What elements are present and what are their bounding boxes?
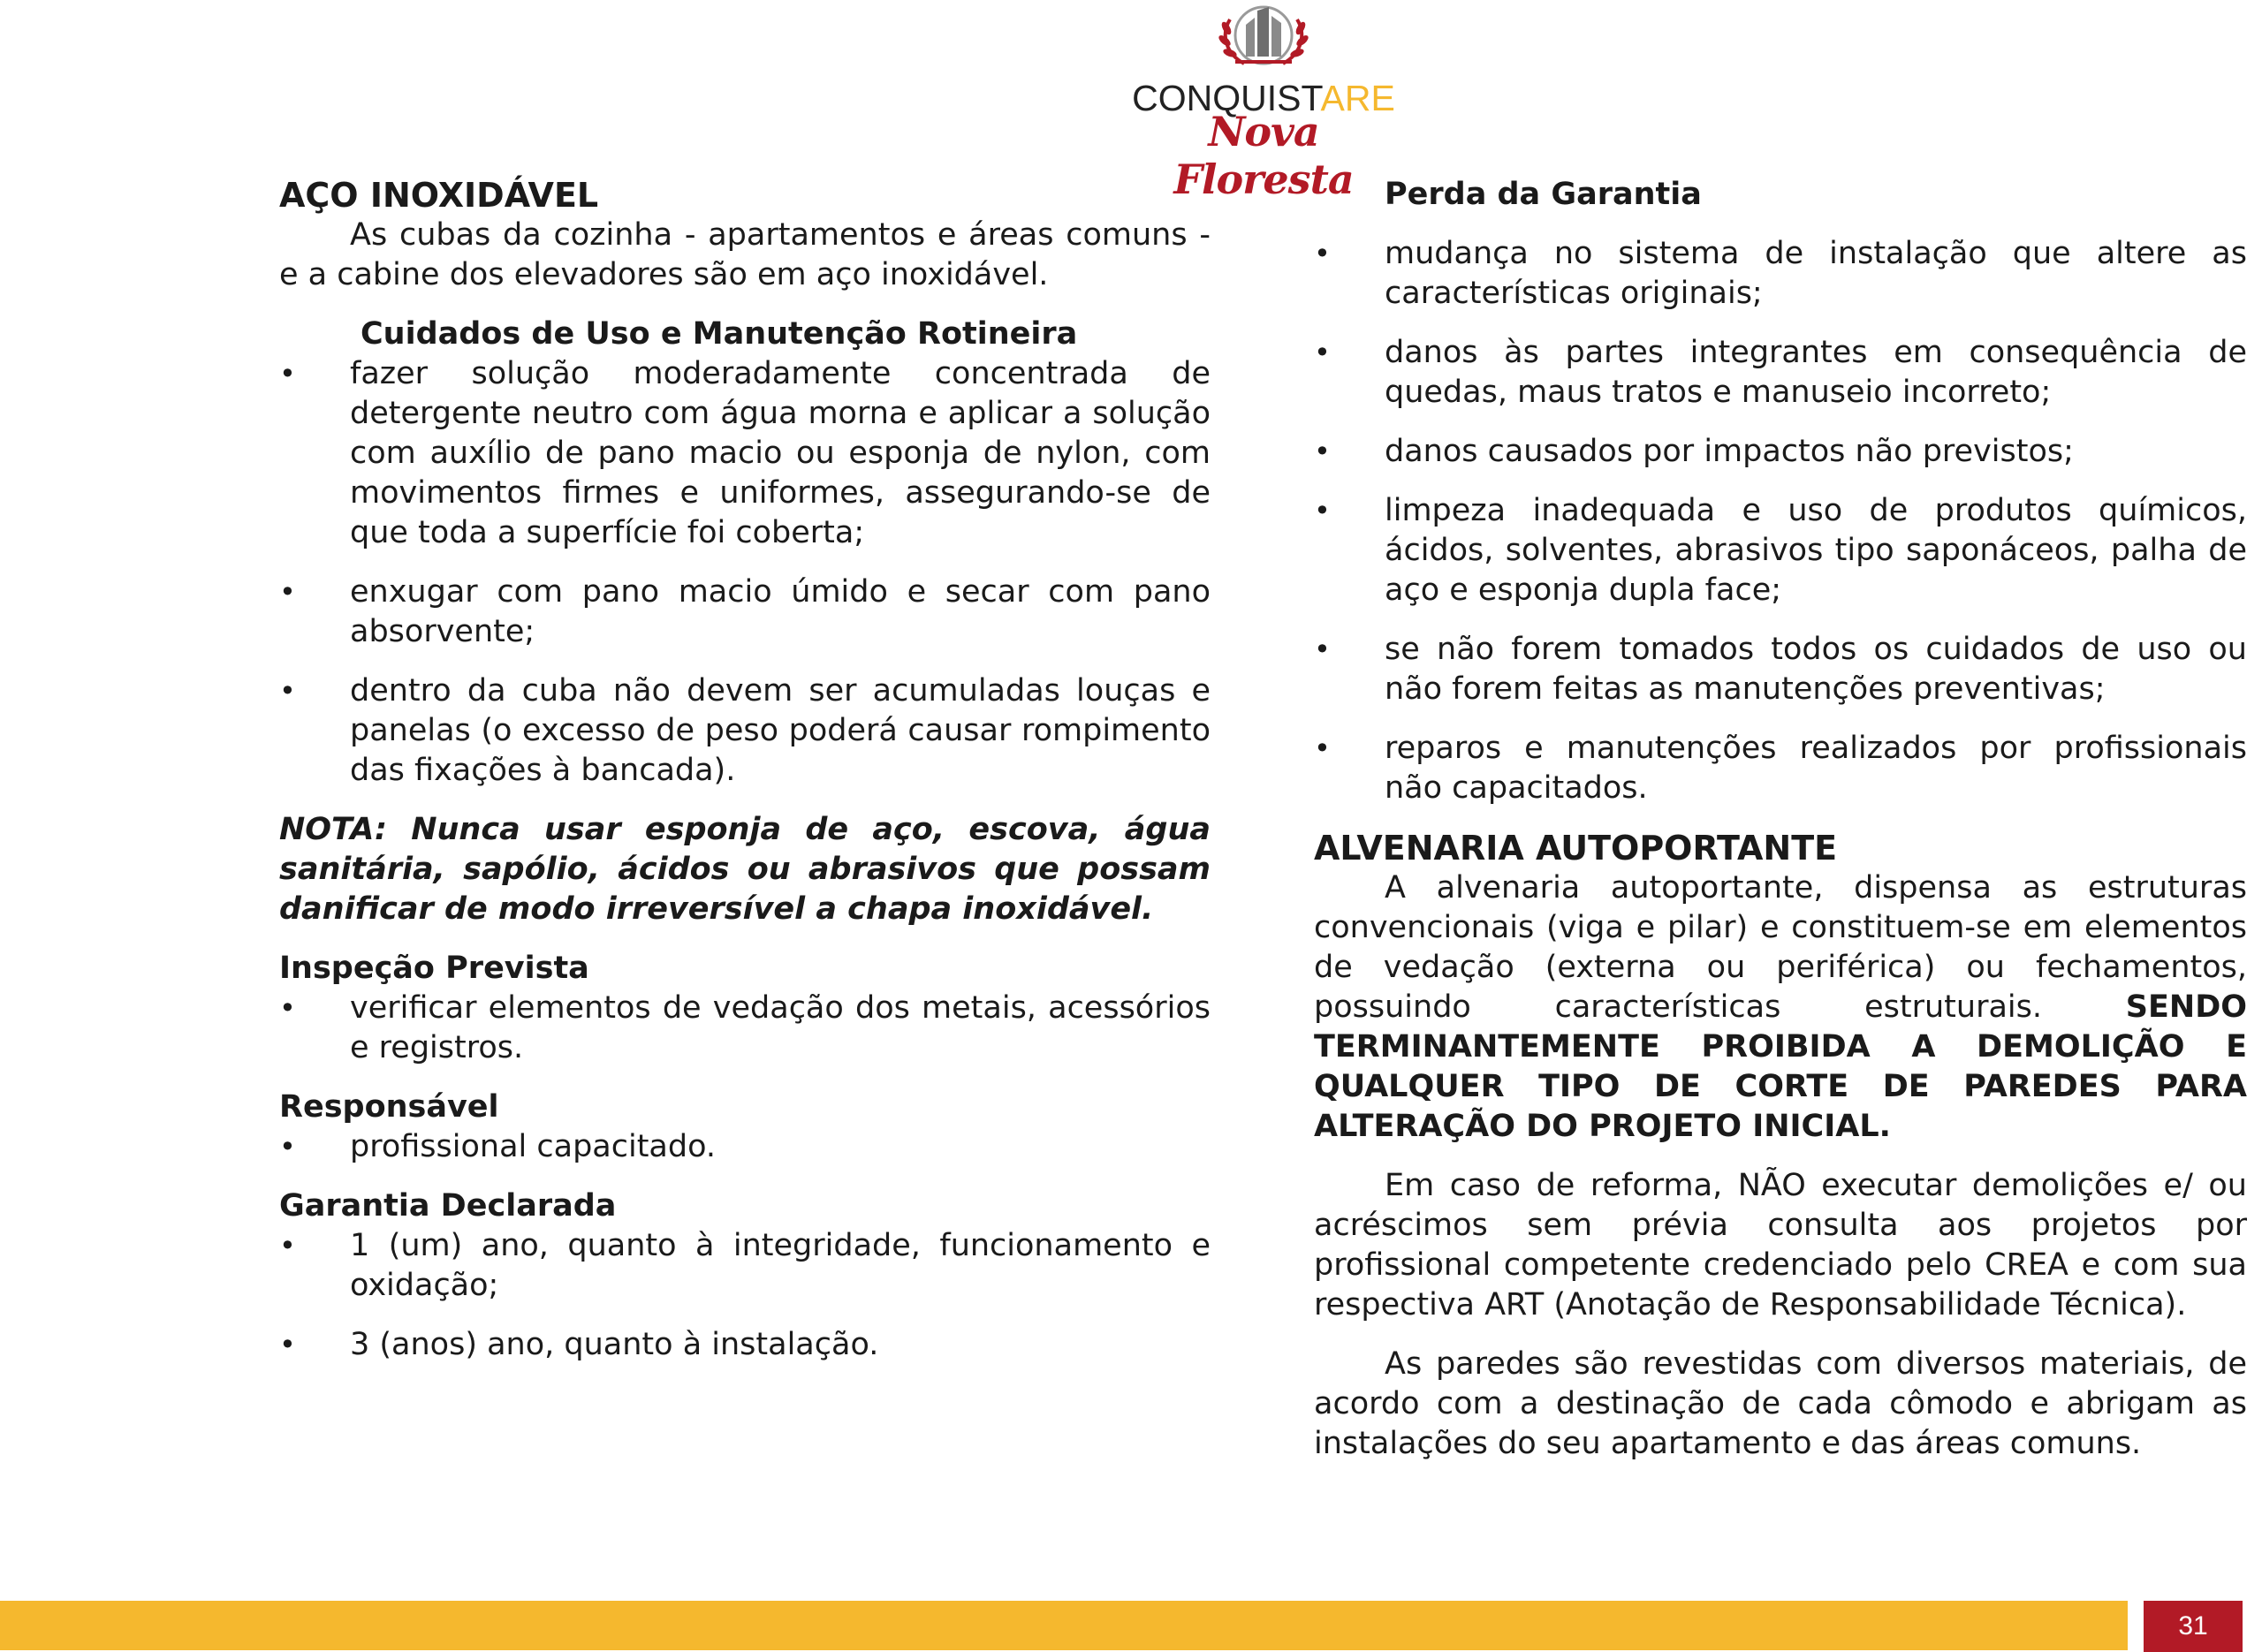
right-column — [1314, 175, 2247, 1483]
masonry-paragraph-3: As paredes são revestidas com diversos materiais, de acordo com a destinação de cada cômodo e abrigam as instalações do seu apartamento e das áreas comuns. — [1314, 1346, 2247, 1461]
section-title-stainless-steel: AÇO INOXIDÁVEL — [279, 176, 599, 215]
list-item: • reparos e manutenções realizados por profissionais não capacitados. — [1314, 729, 2247, 808]
section-title-masonry: ALVENARIA AUTOPORTANTE — [1314, 829, 1838, 868]
loss-list — [1314, 234, 2247, 808]
care-heading: Cuidados de Uso e Manutenção Rotineira — [361, 316, 1078, 352]
footer-bar — [0, 1601, 2128, 1650]
loss-heading: Perda da Garantia — [1385, 177, 1702, 212]
warranty-list — [279, 1226, 1211, 1365]
responsible-list — [279, 1127, 1211, 1167]
masonry-paragraph-1: A alvenaria autoportante, dispensa as estruturas convencionais (viga e pilar) e constituem-se em elementos de vedação (externa ou periférica) ou fechamentos, possuindo características estruturais. SENDO TERMINANTEMENTE PROIBIDA A DEMOLIÇÃO E QUALQUER TIPO DE CORTE DE PAREDES PARA ALTERAÇÃO DO PROJETO INICIAL. — [1314, 870, 2247, 1144]
brand-logo — [1122, 2, 1405, 203]
list-item: • danos causados por impactos não previstos; — [1314, 432, 2247, 472]
responsible-heading: Responsável — [279, 1089, 499, 1125]
list-item: • danos às partes integrantes em consequência de quedas, maus tratos e manuseio incorreto; — [1314, 333, 2247, 413]
list-item: • enxugar com pano macio úmido e secar com pano absorvente; — [279, 572, 1211, 652]
list-item: • mudança no sistema de instalação que altere as características originais; — [1314, 234, 2247, 314]
list-item: • 3 (anos) ano, quanto à instalação. — [279, 1325, 1211, 1365]
intro-paragraph: As cubas da cozinha - apartamentos e áreas comuns - e a cabine dos elevadores são em aço inoxidável. — [279, 217, 1211, 292]
building-emblem-icon — [1122, 2, 1405, 78]
brand-name: CONQUISTARE — [1132, 78, 1395, 118]
list-item: • limpeza inadequada e uso de produtos químicos, ácidos, solventes, abrasivos tipo saponáceos, palha de aço e esponja dupla face; — [1314, 491, 2247, 610]
care-list — [279, 354, 1211, 791]
brand-script: Nova Floresta — [1173, 108, 1354, 203]
masonry-paragraph-2: Em caso de reforma, NÃO executar demolições e/ ou acréscimos sem prévia consulta aos projetos por profissional competente credenciado pelo CREA e com sua respectiva ART (Anotação de Responsabilidade Técnica). — [1314, 1168, 2247, 1322]
left-column — [279, 175, 1211, 1384]
prohibition-text: SENDO TERMINANTEMENTE PROIBIDA A DEMOLIÇÃO E QUALQUER TIPO DE CORTE DE PAREDES PARA ALTERAÇÃO DO PROJETO INICIAL. — [1314, 989, 2247, 1144]
list-item: • dentro da cuba não devem ser acumuladas louças e panelas (o excesso de peso poderá causar rompimento das fixações à bancada). — [279, 671, 1211, 791]
page-number: 31 — [2144, 1601, 2243, 1652]
list-item: • 1 (um) ano, quanto à integridade, funcionamento e oxidação; — [279, 1226, 1211, 1306]
list-item: • profissional capacitado. — [279, 1127, 1211, 1167]
inspection-heading: Inspeção Prevista — [279, 951, 589, 986]
list-item: • se não forem tomados todos os cuidados de uso ou não forem feitas as manutenções preventivas; — [1314, 630, 2247, 709]
note-paragraph: NOTA: Nunca usar esponja de aço, escova, água sanitária, sapólio, ácidos ou abrasivos que possam danificar de modo irreversível a chapa inoxidável. — [279, 812, 1211, 927]
warranty-heading: Garantia Declarada — [279, 1188, 617, 1224]
list-item: • verificar elementos de vedação dos metais, acessórios e registros. — [279, 989, 1211, 1068]
list-item: • fazer solução moderadamente concentrada de detergente neutro com água morna e aplicar a solução com auxílio de pano macio ou esponja de nylon, com movimentos firmes e uniformes, assegurando-se de que toda a superfície foi coberta; — [279, 354, 1211, 553]
inspection-list — [279, 989, 1211, 1068]
